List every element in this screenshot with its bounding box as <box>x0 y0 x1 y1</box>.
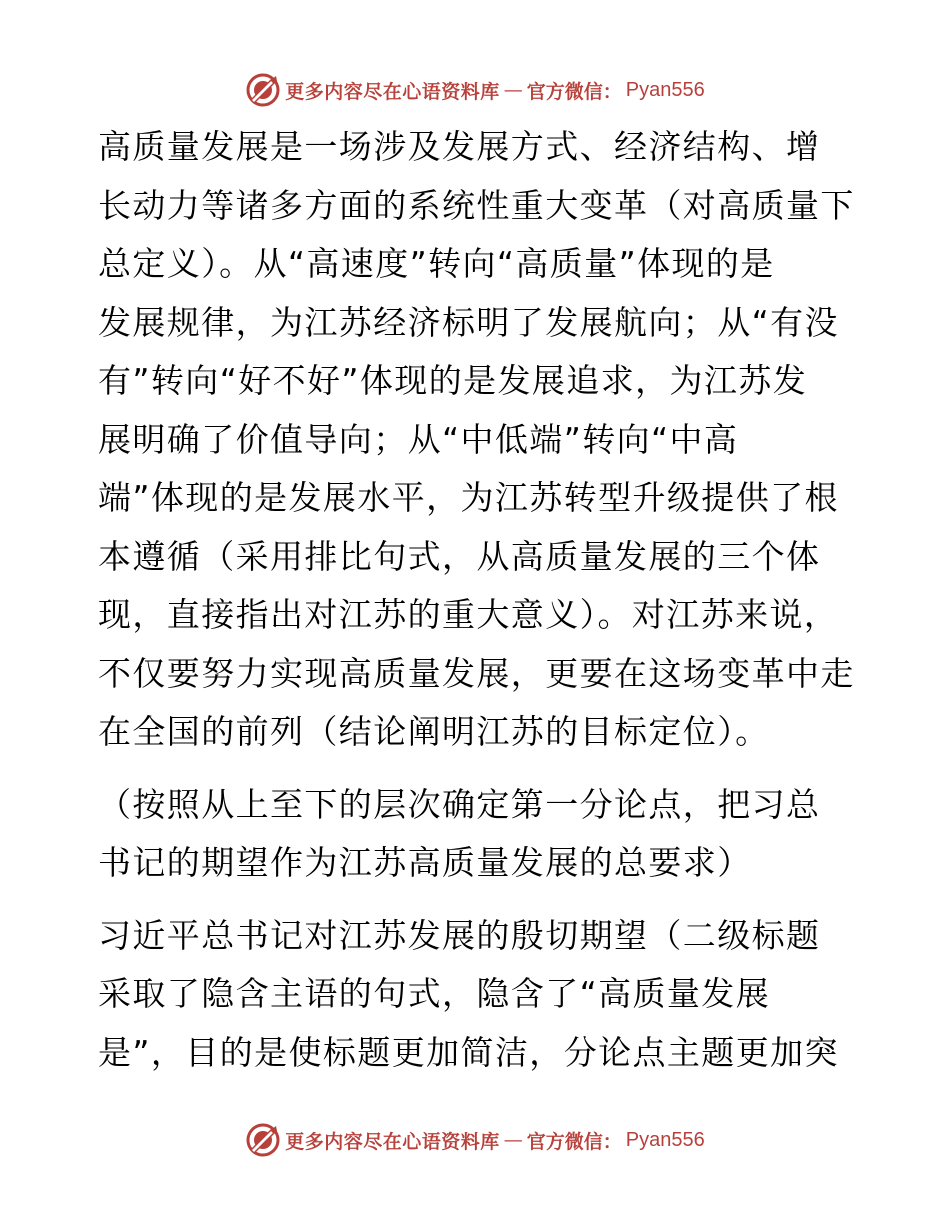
brand-logo-icon <box>245 72 281 108</box>
brand-logo-icon <box>245 1122 281 1158</box>
text-line: 采取了隐含主语的句式，隐含了“高质量发展 <box>98 974 771 1013</box>
text-line: 有”转向“好不好”体现的是发展追求，为江苏发 <box>98 361 808 400</box>
text-line: （按照从上至下的层次确定第一分论点，把习总 <box>98 784 821 824</box>
watermark-wechat-id: Pyan556 <box>625 1128 705 1151</box>
text-line: 不仅要努力实现高质量发展，更要在这场变革中走 <box>98 653 855 693</box>
watermark-dash: — <box>503 79 523 101</box>
watermark-main-text: 更多内容尽在心语资料库 <box>285 1130 500 1153</box>
text-line: 总定义）。从“高速度”转向“高质量”体现的是 <box>98 244 775 283</box>
text-line: 发展规律，为江苏经济标明了发展航向；从“有没 <box>98 302 839 342</box>
paragraph-subheading <box>98 907 850 1083</box>
document-body <box>98 118 855 1082</box>
text-line: 展明确了价值导向；从“中低端”转向“中高 <box>98 419 739 459</box>
text-line: 习近平总书记对江苏发展的殷切期望（二级标题 <box>98 915 821 955</box>
text-line: 本遵循（采用排比句式，从高质量发展的三个体 <box>98 536 821 576</box>
header-watermark <box>0 70 950 110</box>
text-line: 现，直接指出对江苏的重大意义）。对江苏来说， <box>98 595 839 634</box>
footer-watermark <box>0 1120 950 1160</box>
text-line: 高质量发展是一场涉及发展方式、经济结构、增 <box>98 127 821 166</box>
paragraph-annotation <box>98 776 850 893</box>
watermark-wechat-label: 官方微信： <box>526 1130 622 1153</box>
watermark-main-text: 更多内容尽在心语资料库 <box>285 80 500 103</box>
text-line: 书记的期望作为江苏高质量发展的总要求） <box>98 843 752 882</box>
watermark-wechat-id: Pyan556 <box>625 78 705 101</box>
watermark-wechat-label: 官方微信： <box>526 80 622 103</box>
paragraph-intro <box>98 118 855 762</box>
text-line: 长动力等诸多方面的系统性重大变革（对高质量下 <box>98 185 855 225</box>
text-line: 是”，目的是使标题更加简洁，分论点主题更加突 <box>98 1032 839 1072</box>
watermark-dash: — <box>503 1129 523 1151</box>
text-line: 端”体现的是发展水平，为江苏转型升级提供了根 <box>98 478 839 517</box>
text-line: 在全国的前列（结论阐明江苏的目标定位）。 <box>98 712 770 751</box>
